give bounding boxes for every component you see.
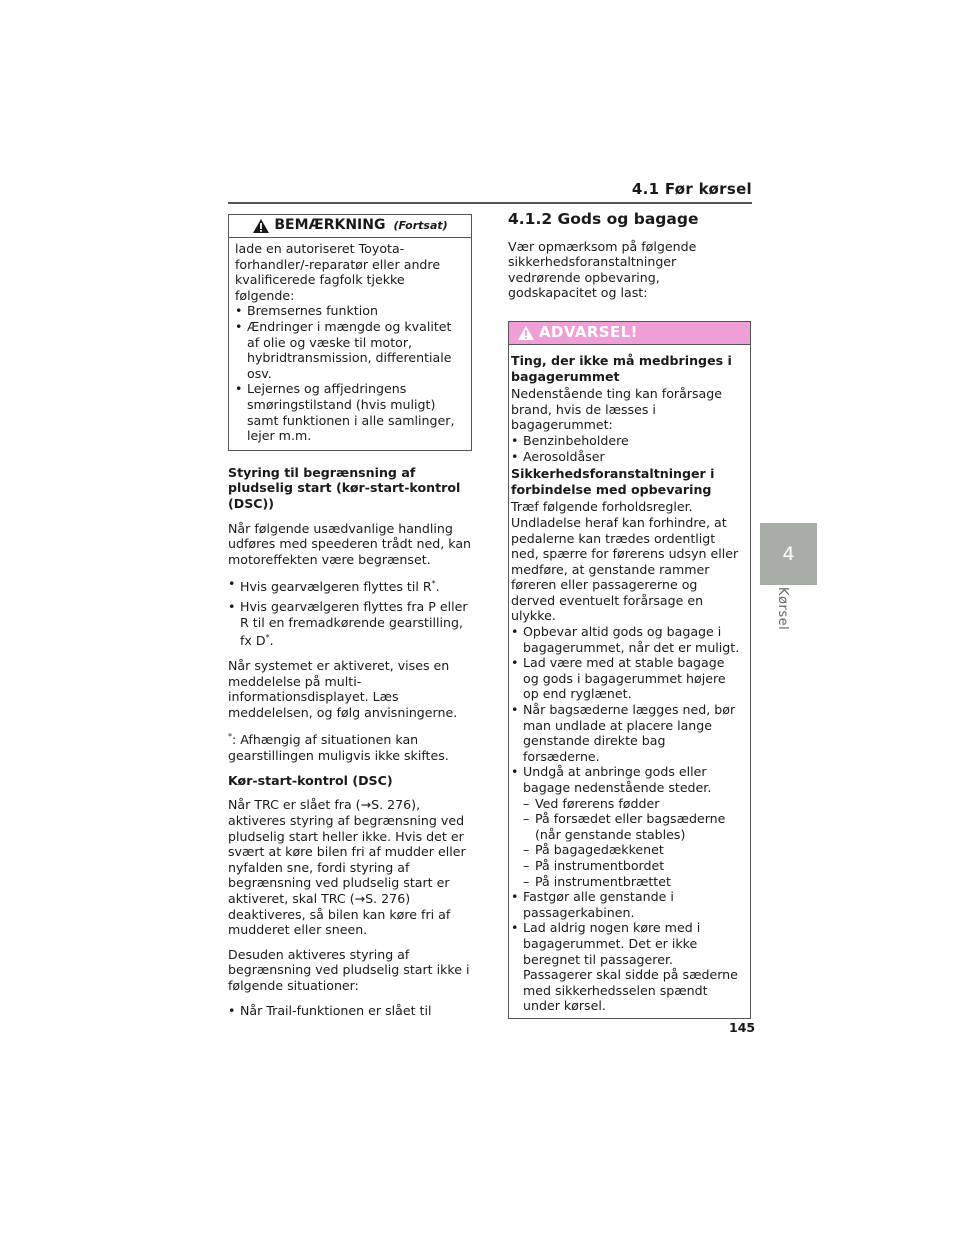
- header-rule: [228, 202, 752, 204]
- precaution-list: [511, 624, 744, 1014]
- list-item: • Når bagsæderne lægges ned, bør man undlade at placere lange genstande direkte bag forsæderne.: [511, 702, 744, 764]
- warning-triangle-icon: [252, 218, 270, 234]
- warning-subheading: Sikkerhedsforanstaltninger i forbindelse med opbevaring: [511, 466, 715, 497]
- paragraph: Når TRC er slået fra (→S. 276), aktiveres styring af begrænsning ved pludselig start heller ikke. Hvis det er svært at køre bilen fri af mudder eller nyfalden sne, fordi styring af begrænsning ved pludselig start er aktiveret, skal TRC (→S. 276) deaktiveres, så bilen kan køre fri af mudderet eller sneen.: [228, 797, 466, 938]
- warning-box: [508, 321, 751, 1019]
- heading-dsc: Kør-start-kontrol (DSC): [228, 772, 393, 788]
- notice-box: [228, 214, 472, 451]
- chapter-tab: 4: [760, 523, 817, 585]
- running-header: 4.1 Før kørsel: [631, 180, 752, 198]
- list-item: • Lad være med at stable bagage og gods i bagagerummet højere op end ryglænet.: [511, 655, 744, 702]
- period: .: [269, 633, 274, 649]
- asterisk: *: [265, 633, 270, 643]
- warning-triangle-icon: [517, 325, 535, 341]
- dash-item: – På instrumentbordet: [511, 858, 744, 874]
- list-item: • Opbevar altid gods og bagage i bagagerummet, når det er muligt.: [511, 624, 744, 655]
- list-item: • Undgå at anbringe gods eller bagage nedenstående steder.: [511, 764, 744, 795]
- notice-list: [235, 303, 465, 443]
- section-title: 4.1.2 Gods og bagage: [508, 210, 699, 228]
- item-text: Hvis gearvælgeren flyttes til R: [240, 579, 432, 595]
- list-item: • Benzinbeholdere: [511, 433, 744, 449]
- warning-body: [509, 345, 750, 1018]
- paragraph: Nedenstående ting kan forårsage brand, hvis de læsses i bagagerummet:: [511, 386, 723, 433]
- dash-item: – På forsædet eller bagsæderne (når genstande stables): [511, 811, 744, 842]
- left-column: [228, 214, 472, 1018]
- notice-body: [229, 238, 471, 450]
- notice-item: • Bremsernes funktion: [235, 303, 465, 319]
- condition-list: [228, 576, 472, 649]
- footnote: [228, 729, 472, 763]
- asterisk: *: [431, 579, 436, 589]
- notice-continued: (Fortsat): [393, 219, 448, 233]
- warning-subheading: Ting, der ikke må medbringes i bagagerummet: [511, 352, 732, 384]
- footnote-text: : Afhængig af situationen kan gearstillingen muligvis ikke skiftes.: [228, 732, 449, 764]
- period: .: [435, 579, 440, 595]
- paragraph: Når systemet er aktiveret, vises en meddelelse på multi-informationsdisplayet. Læs meddelelsen, og følg anvisningerne.: [228, 658, 458, 720]
- situation-list: [228, 1003, 472, 1019]
- notice-intro: lade en autoriseret Toyota-forhandler/-reparatør eller andre kvalificerede fagfolk tjekke følgende:: [235, 241, 441, 303]
- dash-item: – På instrumentbrættet: [511, 874, 744, 890]
- notice-title: BEMÆRKNING: [274, 217, 386, 234]
- notice-header: [229, 215, 471, 238]
- dash-item: – Ved førerens fødder: [511, 796, 744, 812]
- list-item: • Aerosoldåser: [511, 449, 744, 465]
- asterisk: *: [228, 732, 232, 742]
- list-item: • Fastgør alle genstande i passagerkabinen.: [511, 889, 744, 920]
- warning-title: ADVARSEL!: [539, 323, 638, 342]
- notice-item: • Lejernes og affjedringens smøringstilstand (hvis muligt) samt funktionen i alle samlinger, lejer m.m.: [235, 381, 465, 443]
- paragraph: Desuden aktiveres styring af begrænsning ved pludselig start ikke i følgende situationer:: [228, 946, 470, 993]
- notice-item: • Ændringer i mængde og kvalitet af olie og væske til motor, hybridtransmission, differentiale osv.: [235, 319, 465, 381]
- paragraph: Når følgende usædvanlige handling udføres med speederen trådt ned, kan motoreffekten være begrænset.: [228, 520, 472, 567]
- page-number: 145: [729, 1020, 756, 1035]
- heading-dsc-limit: Styring til begrænsning af pludselig start (kør-start-kontrol (DSC)): [228, 464, 461, 511]
- list-item: • Lad aldrig nogen køre med i bagagerummet. Det er ikke beregnet til passagerer. Passagerer skal sidde på sæderne med sikkerhedsselen spændt under kørsel.: [511, 920, 744, 1014]
- item-text: Hvis gearvælgeren flyttes fra P eller R til en fremadkørende gearstilling, fx D: [240, 599, 468, 649]
- dash-item: – På bagagedækkenet: [511, 842, 744, 858]
- paragraph: Vær opmærksom på følgende sikkerhedsforanstaltninger vedrørende opbevaring, godskapacitet og last:: [508, 238, 697, 301]
- paragraph: Træf følgende forholdsregler. Undladelse heraf kan forhindre, at pedalerne kan trædes ordentligt ned, spærre for førerens udsyn eller medføre, at genstande rammer føreren eller passagererne og derved eventuelt forårsage en ulykke.: [511, 499, 739, 624]
- warning-header: [509, 322, 750, 345]
- list-item: [228, 576, 472, 595]
- list-item: [228, 599, 472, 649]
- item-list: [511, 433, 744, 464]
- right-column: [508, 212, 751, 1019]
- chapter-label: Kørsel: [775, 587, 790, 631]
- list-item: • Når Trail-funktionen er slået til: [228, 1003, 472, 1019]
